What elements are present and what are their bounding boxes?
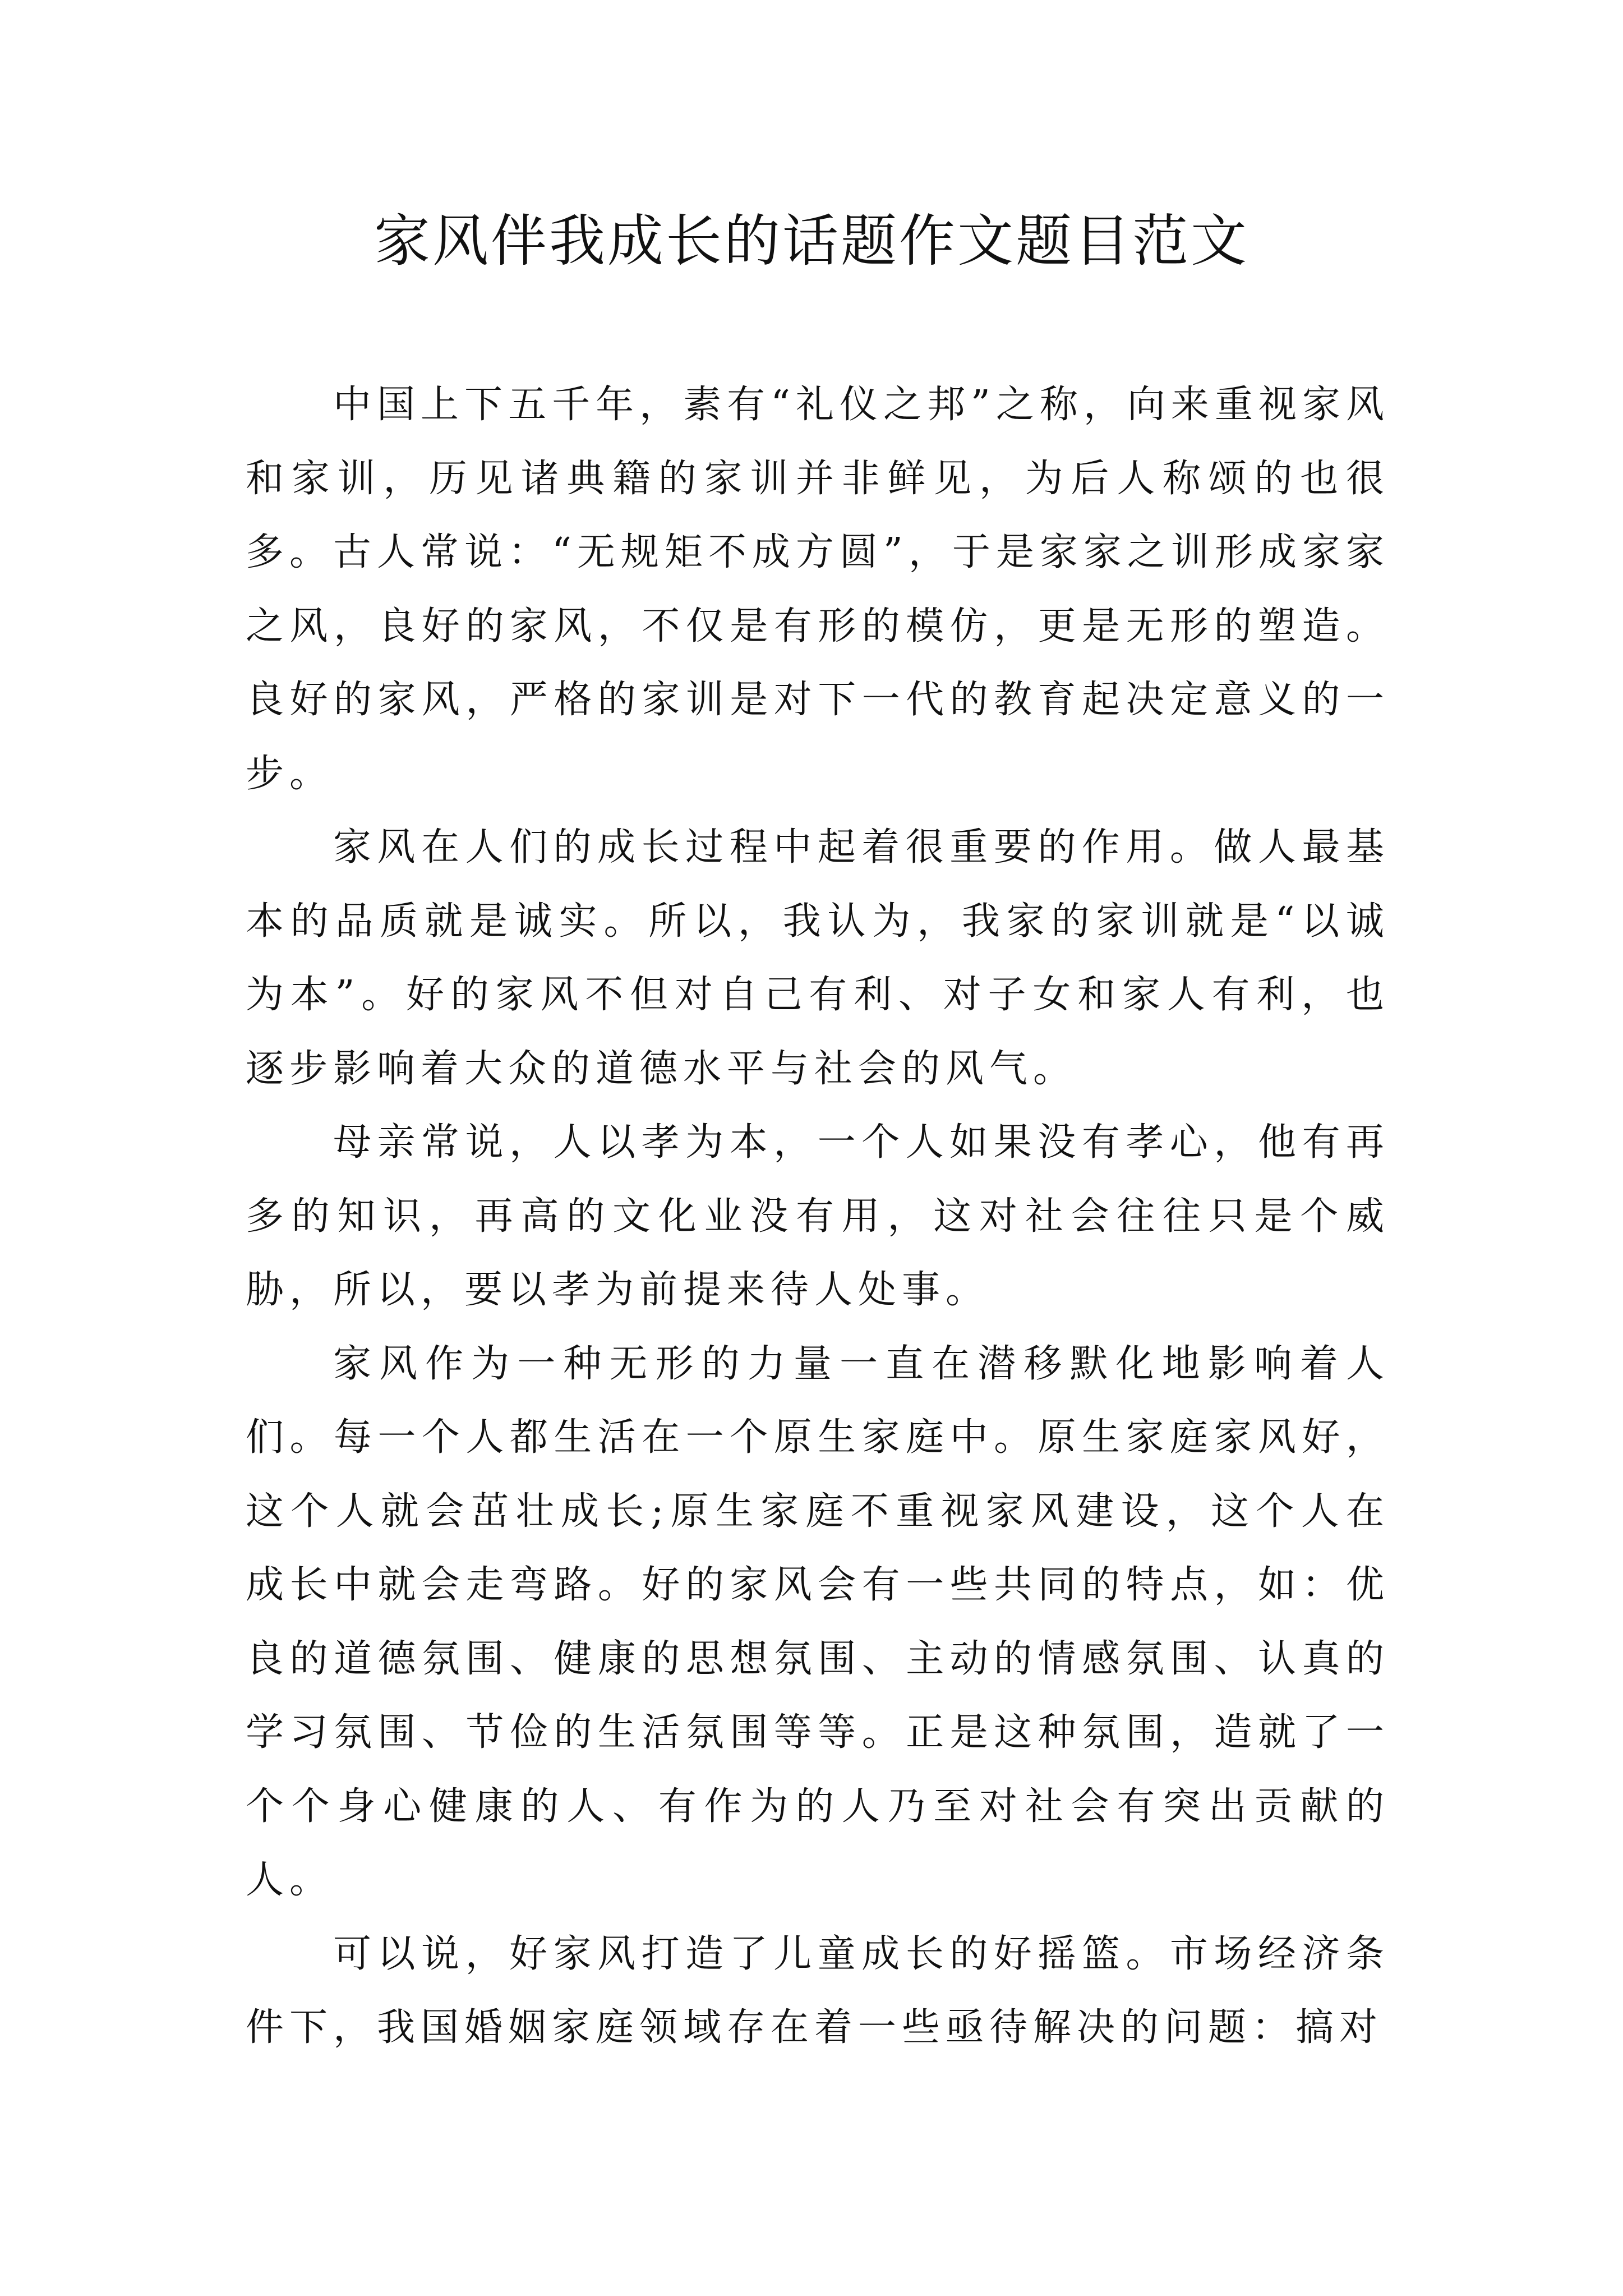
- document-title: 家风伴我成长的话题作文题目范文: [374, 208, 1249, 274]
- paragraph-4: 家风作为一种无形的力量一直在潜移默化地影响着人们。每一个人都生活在一个原生家庭中。原生家庭家风好，这个人就会茁壮成长;原生家庭不重视家风建设，这个人在成长中就会走弯路。好的家风会有一些共同的特点，如：优良的道德氛围、健康的思想氛围、主动的情感氛围、认真的学习氛围、节俭的生活氛围等等。正是这种氛围，造就了一个个身心健康的人、有作为的人乃至对社会有突出贡献的人。: [246, 1341, 1390, 1902]
- document-body: [246, 368, 1390, 2065]
- paragraph-2: 家风在人们的成长过程中起着很重要的作用。做人最基本的品质就是诚实。所以，我认为，我家的家训就是“以诚为本”。好的家风不但对自己有利、对子女和家人有利，也逐步影响着大众的道德水平与社会的风气。: [246, 825, 1390, 1091]
- paragraph-5: 可以说，好家风打造了儿童成长的好摇篮。市场经济条件下，我国婚姻家庭领域存在着一些亟待解决的问题：搞对: [246, 1931, 1390, 2050]
- paragraph-1: 中国上下五千年，素有“礼仪之邦”之称，向来重视家风和家训，历见诸典籍的家训并非鲜见，为后人称颂的也很多。古人常说：“无规矩不成方圆”，于是家家之训形成家家之风，良好的家风，不仅是有形的模仿，更是无形的塑造。良好的家风，严格的家训是对下一代的教育起决定意义的一步。: [246, 383, 1390, 796]
- paragraph-3: 母亲常说，人以孝为本，一个人如果没有孝心，他有再多的知识，再高的文化业没有用，这对社会往往只是个威胁，所以，要以孝为前提来待人处事。: [246, 1120, 1390, 1312]
